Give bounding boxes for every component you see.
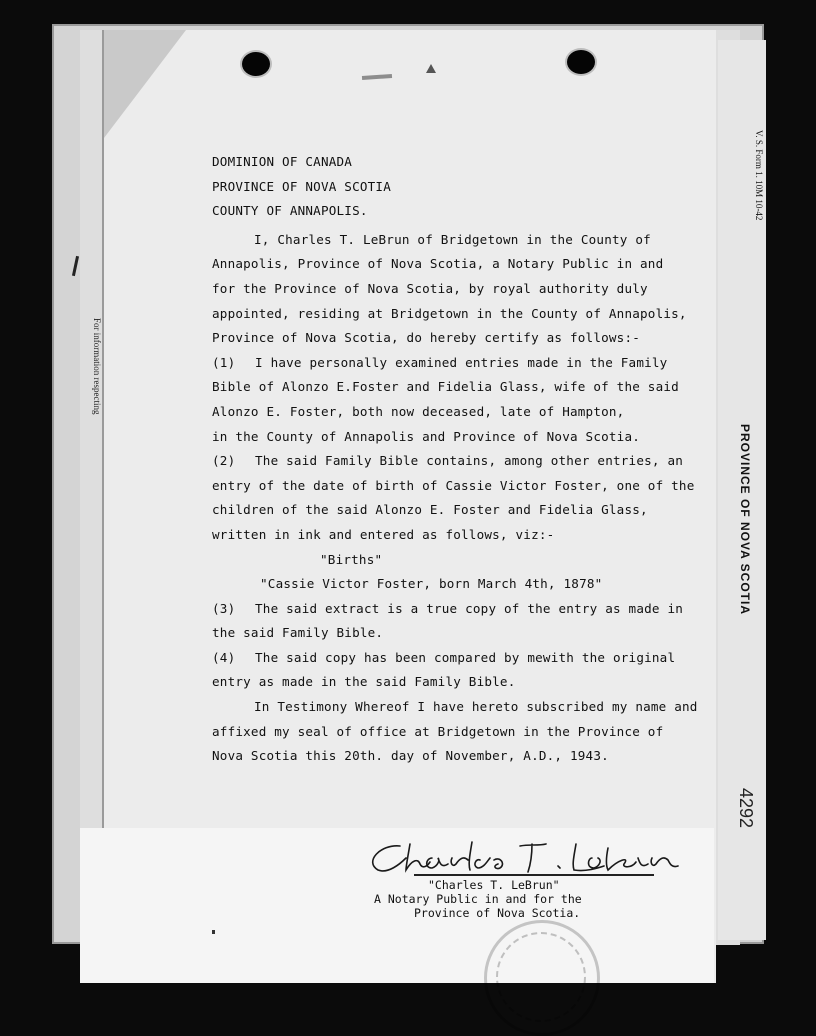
notary-name: "Charles T. LeBrun"	[428, 878, 560, 892]
item-2: (2) The said Family Bible contains, among other entries, an	[212, 449, 712, 474]
birth-entry: "Cassie Victor Foster, born March 4th, 1878"	[260, 576, 603, 592]
item-4-line: entry as made in the said Family Bible.	[212, 674, 516, 690]
seal-inner-ring	[496, 932, 586, 1022]
item-4: (4) The said copy has been compared by mewith the original	[212, 646, 712, 671]
item-2-line: written in ink and entered as follows, viz:-	[212, 526, 555, 542]
certificate-text	[212, 150, 712, 769]
item-2-line: children of the said Alonzo E. Foster and Fidelia Glass,	[212, 502, 648, 518]
body-line: I, Charles T. LeBrun of Bridgetown in the County of	[254, 231, 651, 247]
testimony-line: Nova Scotia this 20th. day of November, A.D., 1943.	[212, 748, 609, 764]
notary-province: Province of Nova Scotia.	[414, 906, 581, 920]
body-line: for the Province of Nova Scotia, by royal authority duly	[212, 280, 648, 296]
form-number-label: V. S. Form 1. 10M 10-42	[754, 130, 764, 221]
testimony-line: affixed my seal of office at Bridgetown in the Province of	[212, 723, 664, 739]
item-2-line: entry of the date of birth of Cassie Victor Foster, one of the	[212, 477, 695, 493]
header-line: PROVINCE OF NOVA SCOTIA	[212, 178, 391, 194]
item-number: (3)	[212, 600, 236, 616]
item-1-line: Alonzo E. Foster, both now deceased, late of Hampton,	[212, 403, 625, 419]
item-1-line: in the County of Annapolis and Province of Nova Scotia.	[212, 428, 641, 444]
body-line: Province of Nova Scotia, do hereby certify as follows:-	[212, 330, 641, 346]
left-side-note: For information respecting	[92, 318, 102, 415]
file-number-stamp: 4292	[736, 788, 756, 829]
births-heading: "Births"	[320, 551, 383, 567]
testimony-line: In Testimony Whereof I have hereto subscribed my name and	[254, 699, 698, 715]
punch-hole-icon	[567, 50, 595, 74]
header-line: COUNTY OF ANNAPOLIS.	[212, 203, 368, 219]
item-number: (1)	[212, 354, 236, 370]
signature-line	[414, 874, 654, 876]
folded-corner	[104, 30, 186, 138]
body-line: Annapolis, Province of Nova Scotia, a Notary Public in and	[212, 256, 664, 272]
notary-title: A Notary Public in and for the	[374, 892, 582, 906]
item-1: (1) I have personally examined entries made in the Family	[212, 351, 712, 376]
item-number: (4)	[212, 649, 236, 665]
item-number: (2)	[212, 453, 236, 469]
staple-point-icon	[426, 64, 436, 73]
notary-block	[374, 878, 634, 920]
punch-hole-icon	[242, 52, 270, 76]
header-line: DOMINION OF CANADA	[212, 154, 353, 169]
item-1-line: Bible of Alonzo E.Foster and Fidelia Glass, wife of the said	[212, 379, 679, 395]
body-line: appointed, residing at Bridgetown in the County of Annapolis,	[212, 305, 687, 321]
province-side-label: PROVINCE OF NOVA SCOTIA	[738, 424, 752, 616]
item-3: (3) The said extract is a true copy of the entry as made in	[212, 597, 712, 622]
ink-dot	[212, 930, 215, 934]
item-3-line: the said Family Bible.	[212, 625, 384, 641]
